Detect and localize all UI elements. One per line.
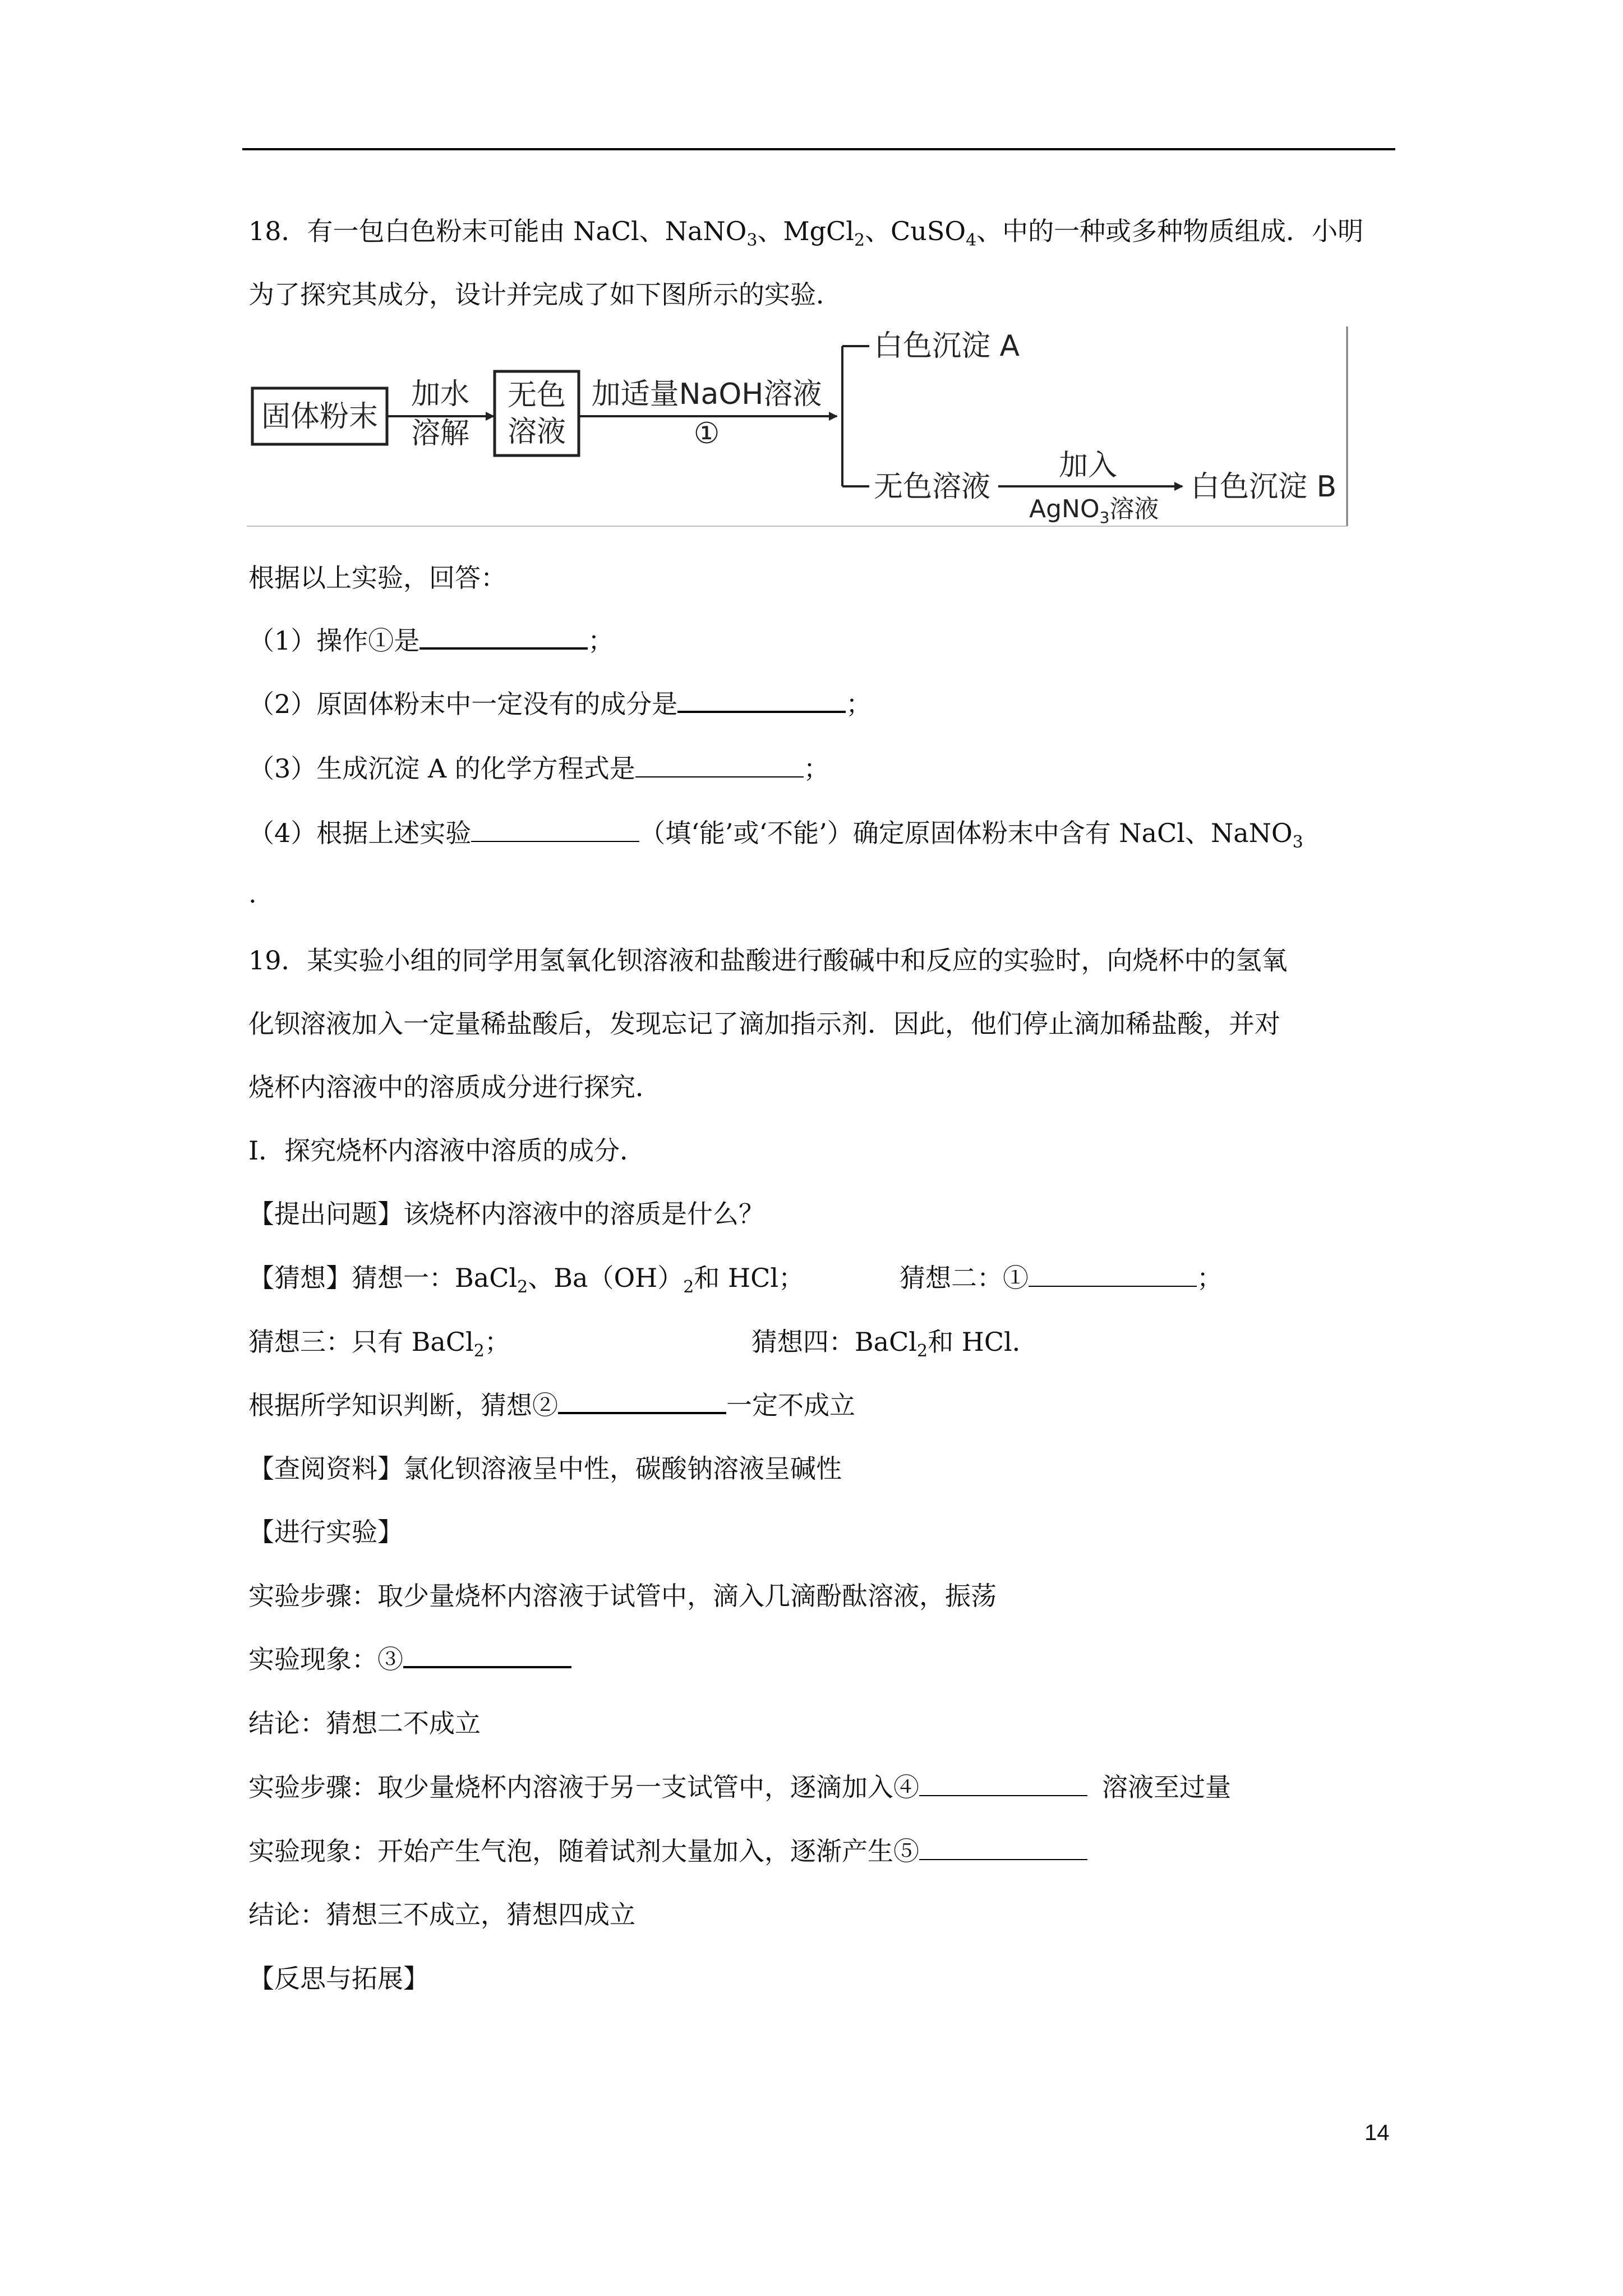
q18-part4: （4）根据上述实验 （填‘能’或‘不能’）确定原固体粉末中含有 NaCl、NaNO$_3$ <box>248 818 1303 852</box>
q19-line10: 【进行实验】 <box>248 1517 403 1547</box>
result-label: 白色沉淀 B <box>1191 470 1337 504</box>
q19-line12: 实验现象：③ <box>248 1642 571 1676</box>
arrow-agno3-bottom: AgNO$_3$溶液 <box>1029 495 1159 527</box>
answer-blank-1[interactable] <box>419 624 588 650</box>
answer-blank-phenomenon[interactable] <box>403 1642 571 1668</box>
q18-line1: 18．有一包白色粉末可能由 NaCl、NaNO$_3$、MgCl$_2$、CuSO$_4$、中的一种或多种物质组成．小明 <box>248 216 1364 250</box>
q19-line17: 【反思与拓展】 <box>248 1963 429 1994</box>
answer-blank-3[interactable] <box>635 753 804 777</box>
q18-part2: （2）原固体粉末中一定没有的成分是 ； <box>248 687 872 721</box>
arrow-dissolve-top: 加水 <box>411 378 470 411</box>
q19-line14: 实验步骤：取少量烧杯内溶液于另一支试管中，逐滴加入④ 溶液至过量 <box>248 1772 1231 1802</box>
q19-line3: 烧杯内溶液中的溶质成分进行探究． <box>248 1072 661 1102</box>
arrow-naoh-bottom: ① <box>693 417 720 450</box>
q18-part3: （3）生成沉淀 A 的化学方程式是 ； <box>248 753 829 784</box>
q19-line11: 实验步骤：取少量烧杯内溶液于试管中，滴入几滴酚酞溶液，振荡 <box>248 1581 997 1611</box>
page-number: 14 <box>1364 2120 1390 2145</box>
branch-top-label: 白色沉淀 A <box>874 329 1020 363</box>
arrow-dissolve-bottom: 溶解 <box>411 417 470 450</box>
q19-line16: 结论：猜想三不成立，猜想四成立 <box>248 1899 635 1930</box>
q18-part1: （1）操作①是 ； <box>248 624 614 657</box>
answer-blank-precipitate[interactable] <box>919 1835 1087 1860</box>
answer-blank-reagent[interactable] <box>919 1772 1087 1796</box>
q19-line9: 【查阅资料】氯化钡溶液呈中性，碳酸钠溶液呈碱性 <box>248 1453 842 1484</box>
answer-blank-guess2[interactable] <box>1029 1262 1197 1287</box>
branch-bottom-label: 无色溶液 <box>874 470 991 504</box>
q18-answer-intro: 根据以上实验，回答： <box>248 563 506 593</box>
q19-line7: 猜想三：只有 BaCl$_2$； 猜想四：BaCl$_2$和 HCl． <box>248 1327 1038 1361</box>
q19-line5: 【提出问题】该烧杯内溶液中的溶质是什么？ <box>248 1199 764 1229</box>
arrow-agno3-top: 加入 <box>1058 449 1118 482</box>
q19-line1: 19．某实验小组的同学用氢氧化钡溶液和盐酸进行酸碱中和反应的实验时，向烧杯中的氢氧 <box>248 945 1288 976</box>
q19-line4: Ⅰ．探究烧杯内溶液中溶质的成分． <box>248 1135 646 1166</box>
arrow-naoh-top: 加适量NaOH溶液 <box>591 378 822 411</box>
answer-blank-4[interactable] <box>471 817 639 842</box>
q19-line8: 根据所学知识判断，猜想② 一定不成立 <box>248 1388 855 1422</box>
box-colorless-line2: 溶液 <box>507 415 566 449</box>
answer-blank-2[interactable] <box>677 687 846 713</box>
header-rule <box>242 148 1395 150</box>
q18-line2: 为了探究其成分，设计并完成了如下图所示的实验． <box>248 279 842 310</box>
q19-line15: 实验现象：开始产生气泡，随着试剂大量加入，逐渐产生⑤ <box>248 1834 1087 1868</box>
box-colorless-line1: 无色 <box>507 379 566 412</box>
answer-blank-guess-invalid[interactable] <box>558 1388 726 1414</box>
experiment-flow-diagram <box>247 326 1352 528</box>
box-solid-powder-label: 固体粉末 <box>261 400 379 434</box>
q19-line6: 【猜想】猜想一：BaCl$_2$、$Ba(OH)_2$和 HCl； 猜想二：① ； <box>248 1263 1223 1297</box>
q18-part4-dot: . <box>248 878 257 909</box>
q19-line2: 化钡溶液加入一定量稀盐酸后，发现忘记了滴加指示剂．因此，他们停止滴加稀盐酸，并对 <box>248 1009 1280 1039</box>
q19-line13: 结论：猜想二不成立 <box>248 1708 481 1738</box>
